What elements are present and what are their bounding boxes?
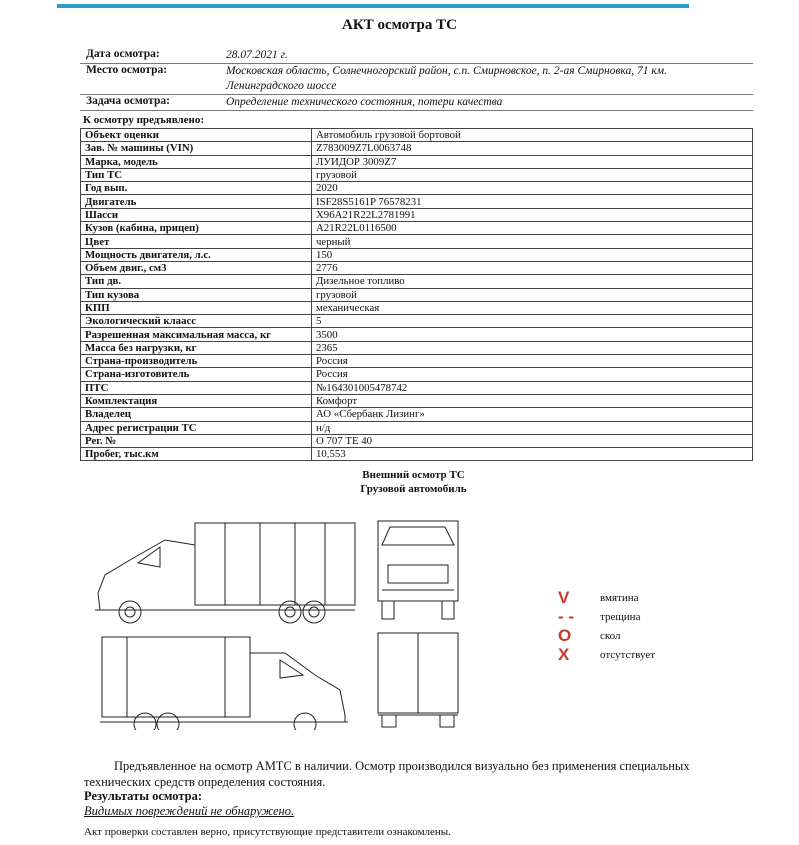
row-label: Шасси xyxy=(81,208,312,221)
table-row xyxy=(81,195,753,208)
row-label: Марка, модель xyxy=(81,155,312,168)
row-value: 5 xyxy=(312,315,753,328)
section-title: К осмотру предъявлено: xyxy=(83,114,205,126)
meta-value: Московская область, Солнечногорский район, с.п. Смирновское, п. 2-ая Смирновка, 71 км. Ленинградского шоссе xyxy=(226,65,667,92)
table-row xyxy=(81,288,753,301)
row-value: механическая xyxy=(312,301,753,314)
row-value: X96A21R22L2781991 xyxy=(312,208,753,221)
row-label: Страна-изготовитель xyxy=(81,368,312,381)
row-label: Цвет xyxy=(81,235,312,248)
meta-value: Определение технического состояния, потери качества xyxy=(226,96,503,108)
table-row xyxy=(81,355,753,368)
vehicle-table xyxy=(80,128,753,461)
legend-label: скол xyxy=(600,629,621,642)
row-label: Разрешенная максимальная масса, кг xyxy=(81,328,312,341)
exterior-subtitle: Грузовой автомобиль xyxy=(360,483,467,495)
truck-diagram xyxy=(90,515,470,730)
meta-value: 28.07.2021 г. xyxy=(226,49,288,61)
row-value: Автомобиль грузовой бортовой xyxy=(312,129,753,142)
row-value: грузовой xyxy=(312,288,753,301)
table-row xyxy=(81,341,753,354)
table-row xyxy=(81,421,753,434)
table-row xyxy=(81,448,753,461)
legend-item xyxy=(558,645,655,664)
meta-label: Задача осмотра: xyxy=(86,95,170,107)
row-value: О 707 ТЕ 40 xyxy=(312,434,753,447)
legend-item xyxy=(558,626,655,645)
legend-item xyxy=(558,588,655,607)
row-label: КПП xyxy=(81,301,312,314)
row-value: Z783009Z7L0063748 xyxy=(312,142,753,155)
truck-side-right xyxy=(100,637,348,730)
row-label: Масса без нагрузки, кг xyxy=(81,341,312,354)
legend-label: вмятина xyxy=(600,591,639,604)
row-value: ЛУИДОР 3009Z7 xyxy=(312,155,753,168)
row-value: Комфорт xyxy=(312,394,753,407)
table-row xyxy=(81,248,753,261)
row-value: 150 xyxy=(312,248,753,261)
missing-symbol-icon: X xyxy=(558,644,570,664)
damage-legend xyxy=(558,588,655,664)
table-row xyxy=(81,182,753,195)
table-row xyxy=(81,261,753,274)
table-row xyxy=(81,315,753,328)
dent-symbol-icon: V xyxy=(558,587,570,607)
table-row xyxy=(81,129,753,142)
table-row xyxy=(81,408,753,421)
row-value: 2776 xyxy=(312,261,753,274)
row-label: Тип ТС xyxy=(81,168,312,181)
row-value: н/д xyxy=(312,421,753,434)
row-label: Зав. № машины (VIN) xyxy=(81,142,312,155)
results-title: Результаты осмотра: xyxy=(84,789,202,803)
row-value: 10,553 xyxy=(312,448,753,461)
row-label: Владелец xyxy=(81,408,312,421)
table-row xyxy=(81,434,753,447)
table-row xyxy=(81,301,753,314)
meta-block xyxy=(80,48,753,111)
row-label: Страна-производитель xyxy=(81,355,312,368)
crack-symbol-icon: - - xyxy=(558,606,575,626)
page-title: АКТ осмотра ТС xyxy=(342,17,457,33)
table-row xyxy=(81,222,753,235)
row-label: Объем двиг., см3 xyxy=(81,261,312,274)
table-row xyxy=(81,275,753,288)
row-label: Адрес регистрации ТС xyxy=(81,421,312,434)
table-row xyxy=(81,368,753,381)
table-row xyxy=(81,235,753,248)
results-value: Видимых повреждений не обнаружено. xyxy=(84,804,295,818)
meta-label: Место осмотра: xyxy=(86,64,168,76)
table-row xyxy=(81,208,753,221)
table-row xyxy=(81,381,753,394)
table-row xyxy=(81,155,753,168)
truck-side-left xyxy=(95,523,355,623)
row-label: Пробег, тыс.км xyxy=(81,448,312,461)
meta-row-date xyxy=(80,48,753,64)
table-row xyxy=(81,142,753,155)
row-label: ПТС xyxy=(81,381,312,394)
legend-item xyxy=(558,607,655,626)
row-value: №164301005478742 xyxy=(312,381,753,394)
footer-note: Акт проверки составлен верно, присутствующие представители ознакомлены. xyxy=(84,826,451,838)
meta-label: Дата осмотра: xyxy=(86,48,160,60)
row-value: 2020 xyxy=(312,182,753,195)
row-value: АО «Сбербанк Лизинг» xyxy=(312,408,753,421)
meta-row-place xyxy=(80,64,753,95)
row-value: черный xyxy=(312,235,753,248)
row-label: Двигатель xyxy=(81,195,312,208)
row-value: A21R22L0116500 xyxy=(312,222,753,235)
row-label: Кузов (кабина, прицеп) xyxy=(81,222,312,235)
legend-label: отсутствует xyxy=(600,648,656,661)
row-label: Тип дв. xyxy=(81,275,312,288)
row-value: ISF28S5161P 76578231 xyxy=(312,195,753,208)
row-value: 3500 xyxy=(312,328,753,341)
row-value: грузовой xyxy=(312,168,753,181)
row-label: Объект оценки xyxy=(81,129,312,142)
row-value: Россия xyxy=(312,368,753,381)
row-label: Год вып. xyxy=(81,182,312,195)
inspection-paragraph: Предъявленное на осмотр АМТС в наличии. Осмотр производился визуально без применения специальных технических средств определения состояния. xyxy=(84,759,690,789)
row-label: Комплектация xyxy=(81,394,312,407)
table-row xyxy=(81,328,753,341)
legend-label: трещина xyxy=(600,610,641,623)
header-bar xyxy=(57,4,689,8)
row-label: Рег. № xyxy=(81,434,312,447)
table-row xyxy=(81,394,753,407)
table-row xyxy=(81,168,753,181)
meta-row-task xyxy=(80,95,753,111)
row-label: Экологический клаасс xyxy=(81,315,312,328)
row-label: Мощность двигателя, л.с. xyxy=(81,248,312,261)
row-value: 2365 xyxy=(312,341,753,354)
chip-symbol-icon: O xyxy=(558,625,572,645)
truck-front xyxy=(378,521,458,619)
row-value: Дизельное топливо xyxy=(312,275,753,288)
exterior-title: Внешний осмотр ТС xyxy=(362,469,465,481)
row-value: Россия xyxy=(312,355,753,368)
row-label: Тип кузова xyxy=(81,288,312,301)
truck-rear xyxy=(378,633,458,727)
